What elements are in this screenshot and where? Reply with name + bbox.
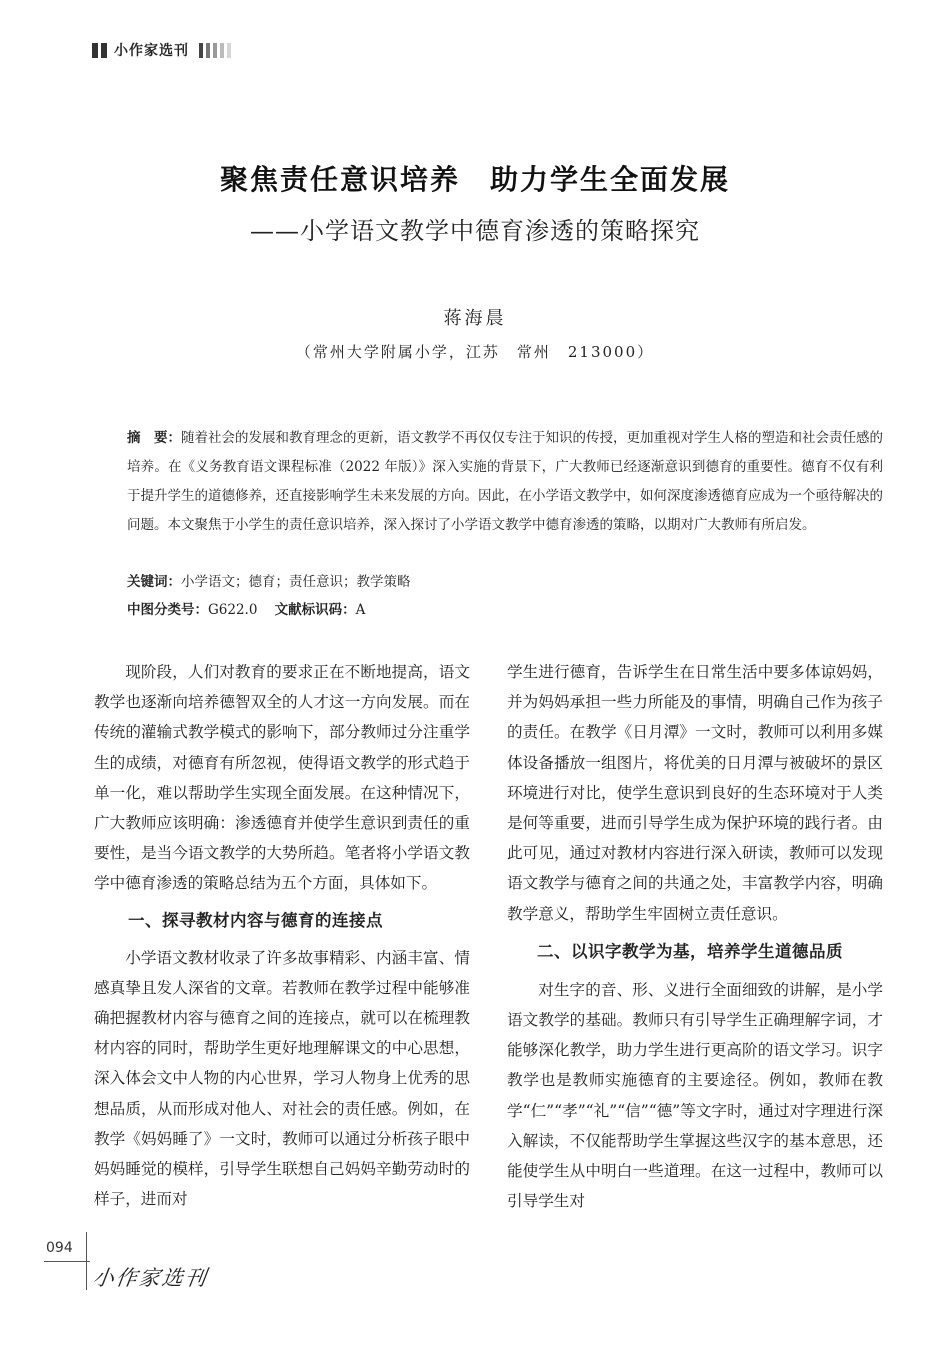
header-bar-mark-left	[92, 43, 107, 58]
section-heading: 一、探寻教材内容与德育的连接点	[128, 910, 383, 930]
keywords-text: 小学语文；德育；责任意识；教学策略	[181, 574, 411, 590]
doc-label: 文献标识码：	[274, 602, 356, 618]
title-part-2: 助力学生全面发展	[490, 163, 731, 196]
header-bar-mark-right	[199, 43, 231, 58]
abstract-label: 摘 要：	[127, 430, 181, 446]
section-heading: 二、以识字教学为基，培养学生道德品质	[537, 941, 843, 961]
article-title	[0, 158, 950, 198]
keywords-label: 关键词：	[127, 574, 181, 590]
body-column-left	[94, 657, 470, 1214]
footer-rule-vertical	[86, 1232, 87, 1290]
author-name: 蒋海晨	[443, 308, 507, 329]
author-affiliation: （常州大学附属小学，江苏 常州 213000）	[295, 343, 655, 361]
abstract	[127, 424, 883, 540]
class-label: 中图分类号：	[127, 602, 208, 618]
footer-rule-horizontal	[44, 1261, 90, 1262]
header-bar	[227, 43, 231, 58]
article-subtitle: ——小学语文教学中德育渗透的策略探究	[250, 217, 700, 245]
body-paragraph: 对生字的音、形、义进行全面细致的讲解，是小学语文教学的基础。教师只有引导学生正确理解字词，才能够深化教学，助力学生进行更高阶的语文学习。识字教学也是教师实施德育的主要途径。例如，教师在教学“仁”“孝”“礼”“信”“德”等文字时，通过对字理进行深入解读，不仅能帮助学生掌握这些汉字的基本意思，还能使学生从中明白一些道理。在这一过程中，教师可以引导学生对	[507, 980, 884, 1211]
body-paragraph: 现阶段，人们对教育的要求正在不断地提高，语文教学也逐渐向培养德智双全的人才这一方向发展。而在传统的灌输式教学模式的影响下，部分教师过分注重学生的成绩，对德育有所忽视，使得语文教学的形式趋于单一化，难以帮助学生实现全面发展。在这种情况下，广大教师应该明确：渗透德育并使学生意识到责任的重要性，是当今语文教学的大势所趋。笔者将小学语文教学中德育渗透的策略总结为五个方面，具体如下。	[94, 663, 470, 893]
keywords	[127, 570, 411, 590]
class-value: G622.0	[208, 602, 258, 618]
running-header	[92, 40, 231, 60]
title-part-1: 聚焦责任意识培养	[219, 163, 460, 196]
abstract-text: 随着社会的发展和教育理念的更新，语文教学不再仅仅专注于知识的传授，更加重视对学生人格的塑造和社会责任感的培养。在《义务教育语文课程标准（2022 年版）》深入实施的背景下，广大教师已经逐渐意识到德育的重要性。德育不仅有利于提升学生的道德修养，还直接影响学生未来发展的方向。因此，在小学语文教学中，如何深度渗透德育应成为一个亟待解决的问题。本文聚焦于小学生的责任意识培养，深入探讨了小学语文教学中德育渗透的策略，以期对广大教师有所启发。	[127, 430, 883, 533]
page-number: 094	[46, 1240, 73, 1256]
body-paragraph: 小学语文教材收录了许多故事精彩、内涵丰富、情感真挚且发人深省的文章。若教师在教学过程中能够准确把握教材内容与德育之间的连接点，就可以在梳理教材内容的同时，帮助学生更好地理解课文的中心思想，深入体会文中人物的内心世界，学习人物身上优秀的思想品质，从而形成对他人、对社会的责任感。例如，在教学《妈妈睡了》一文时，教师可以通过分析孩子眼中妈妈睡觉的模样，引导学生联想自己妈妈辛勤劳动时的样子，进而对	[94, 948, 470, 1209]
footer-journal-logo: 小作家选刊	[91, 1266, 210, 1290]
classification	[127, 598, 365, 618]
journal-name: 小作家选刊	[114, 43, 189, 59]
header-bar	[206, 43, 210, 58]
body-column-right	[507, 657, 883, 1216]
header-bar	[213, 43, 217, 58]
header-bar	[220, 43, 224, 58]
header-bar	[199, 43, 203, 58]
body-paragraph: 学生进行德育，告诉学生在日常生活中要多体谅妈妈，并为妈妈承担一些力所能及的事情，明确自己作为孩子的责任。在教学《日月潭》一文时，教师可以利用多媒体设备播放一组图片，将优美的日月潭与被破坏的景区环境进行对比，使学生意识到良好的生态环境对于人类是何等重要，进而引导学生成为保护环境的践行者。由此可见，通过对教材内容进行深入研读，教师可以发现语文教学与德育之间的共通之处，丰富教学内容，明确教学意义，帮助学生牢固树立责任意识。	[507, 663, 883, 923]
doc-value: A	[355, 602, 366, 618]
